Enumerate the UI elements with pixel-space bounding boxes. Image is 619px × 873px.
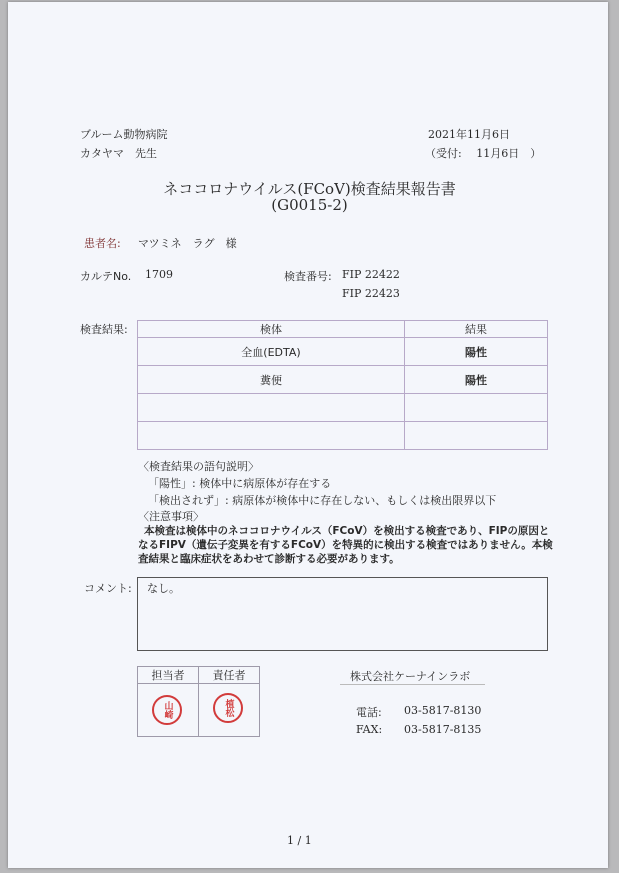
fax-label: FAX:	[356, 723, 383, 736]
page-number: 1 / 1	[287, 834, 312, 847]
doctor-name: カタヤマ 先生	[80, 147, 157, 160]
patient-name: マツミネ ラグ 様	[138, 237, 237, 250]
staff-stamp-cell	[138, 684, 199, 737]
clinic-name: ブルーム動物病院	[80, 128, 168, 141]
lab-name: 株式会社ケーナインラボ	[350, 670, 471, 683]
table-row	[138, 338, 548, 366]
report-title: ネココロナウイルス(FCoV)検査結果報告書	[163, 180, 456, 198]
fax-number: 03-5817-8135	[404, 723, 482, 736]
glossary-item: 「陽性」: 検体中に病原体が存在する	[148, 477, 332, 490]
phone-number: 03-5817-8130	[404, 704, 482, 717]
glossary-item: 「検出されず」: 病原体が検体中に存在しない、もしくは検出限界以下	[148, 494, 497, 507]
manager-seal: 植松	[213, 693, 243, 723]
result-cell	[405, 394, 548, 422]
results-table	[137, 320, 548, 450]
report-date: 2021年11月6日	[428, 128, 510, 141]
staff-header: 担当者	[138, 667, 199, 684]
patient-label: 患者名:	[84, 237, 121, 250]
chart-number: 1709	[145, 268, 173, 281]
specimen-header: 検体	[138, 321, 405, 338]
result-cell: 陽性	[405, 338, 548, 366]
table-row	[138, 394, 548, 422]
manager-stamp-cell	[199, 684, 260, 737]
results-header-row	[138, 321, 548, 338]
notes-heading: 〈注意事項〉	[138, 510, 204, 523]
signature-table	[137, 666, 260, 737]
table-row	[138, 422, 548, 450]
report-code: (G0015-2)	[271, 196, 348, 214]
manager-header: 責任者	[199, 667, 260, 684]
table-row	[138, 366, 548, 394]
notes-line: 本検査は検体中のネココロナウイルス（FCoV）を検出する検査であり、FIPの原因と	[144, 525, 550, 537]
result-header: 結果	[405, 321, 548, 338]
lab-underline	[340, 684, 485, 685]
specimen-cell: 糞便	[138, 366, 405, 394]
result-cell	[405, 422, 548, 450]
comment-label: コメント:	[84, 582, 132, 595]
specimen-cell: 全血(EDTA)	[138, 338, 405, 366]
chart-label: カルテNo.	[80, 270, 132, 283]
test-number-1: FIP 22422	[342, 268, 400, 281]
comment-box	[137, 577, 548, 651]
test-number-2: FIP 22423	[342, 287, 400, 300]
results-label: 検査結果:	[80, 323, 128, 336]
specimen-cell	[138, 394, 405, 422]
phone-label: 電話:	[356, 706, 382, 719]
staff-seal: 山崎	[152, 695, 182, 725]
specimen-cell	[138, 422, 405, 450]
received-date: （受付: 11月6日 ）	[425, 147, 542, 160]
glossary-heading: 〈検査結果の語句説明〉	[138, 460, 259, 473]
result-cell: 陽性	[405, 366, 548, 394]
comment-text: なし。	[147, 582, 180, 595]
notes-line: 査結果と臨床症状をあわせて診断する必要があります。	[138, 553, 400, 565]
test-number-label: 検査番号:	[284, 270, 332, 283]
notes-line: なるFIPV（遺伝子変異を有するFCoV）を特異的に検出する検査ではありません。本検	[138, 539, 553, 551]
